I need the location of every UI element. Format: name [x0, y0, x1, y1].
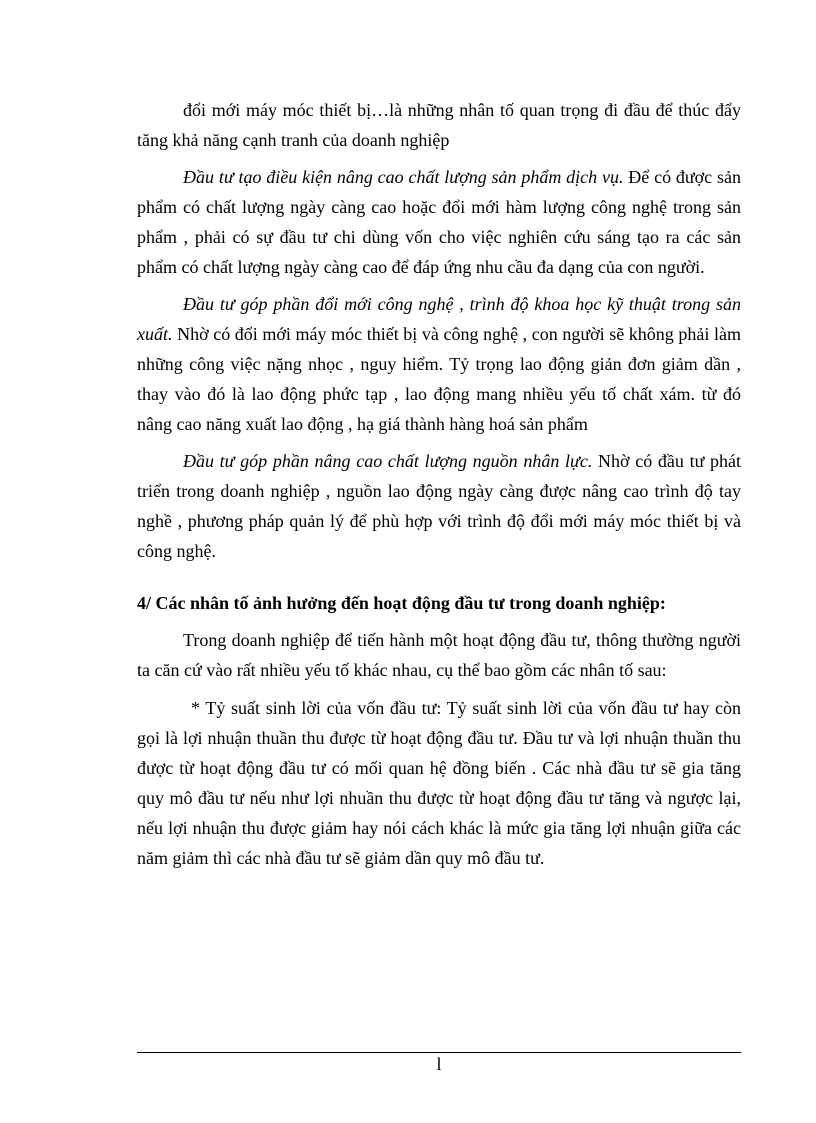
section-heading: 4/ Các nhân tố ảnh hưởng đến hoạt động đầu tư trong doanh nghiệp: — [137, 593, 666, 613]
paragraph-2 — [137, 162, 741, 282]
page-number: l — [436, 1054, 442, 1074]
bullet-paragraph: * Tỷ suất sinh lời của vốn đầu tư: Tỷ suất sinh lời của vốn đầu tư hay còn gọi là lợi nhuận thuần thu được từ hoạt động đầu tư. Đầu tư và lợi nhuận thuần thu được từ hoạt động đầu tư có mối quan hệ đồng biến . Các nhà đầu tư sẽ gia tăng quy mô đầu tư nếu như lợi nhuần thu được từ hoạt động đầu tư tăng và ngược lại, nếu lợi nhuận thu được giảm hay nói cách khác là mức gia tăng lợi nhuận giữa các năm giảm thì các nhà đầu tư sẽ giảm dần quy mô đầu tư. — [137, 698, 741, 868]
intro-paragraph: Trong doanh nghiệp để tiến hành một hoạt động đầu tư, thông thường người ta căn cứ vào rất nhiều yếu tố khác nhau, cụ thể bao gồm các nhân tố sau: — [137, 630, 741, 680]
paragraph-3-italic: Đầu tư góp phần đổi mới công nghệ , trình độ khoa học kỹ thuật trong sản xuất. — [137, 294, 741, 344]
paragraph-4-italic: Đầu tư góp phần nâng cao chất lượng nguồn nhân lực. — [183, 451, 593, 471]
paragraph-2-italic: Đầu tư tạo điều kiện nâng cao chất lượng sản phẩm dịch vụ. — [183, 167, 624, 187]
footer-rule — [137, 1052, 741, 1053]
document-body — [137, 95, 741, 873]
paragraph-1-text: đổi mới máy móc thiết bị…là những nhân tố quan trọng đi đầu để thúc đẩy tăng khả năng cạnh tranh của doanh nghiệp — [137, 100, 741, 150]
paragraph-3-text: Nhờ có đổi mới máy móc thiết bị và công nghệ , con người sẽ không phải làm những công việc nặng nhọc , nguy hiểm. Tỷ trọng lao động giản đơn giảm dần , thay vào đó là lao động phức tạp , lao động mang nhiều yếu tố chất xám. từ đó nâng cao năng xuất lao động , hạ giá thành hàng hoá sản phẩm — [137, 324, 741, 434]
paragraph-2-text: Để có được sản phẩm có chất lượng ngày càng cao hoặc đổi mới hàm lượng công nghệ trong sản phẩm , phải có sự đầu tư chi dùng vốn cho việc nghiên cứu sáng tạo ra các sản phẩm có chất lượng ngày càng cao để đáp ứng nhu cầu đa dạng của con người. — [137, 167, 741, 277]
paragraph-4 — [137, 446, 741, 566]
paragraph-4-text: Nhờ có đầu tư phát triển trong doanh nghiệp , nguồn lao động ngày càng được nâng cao trình độ tay nghề , phương pháp quản lý để phù hợp với trình độ đổi mới máy móc thiết bị và công nghệ. — [137, 451, 741, 561]
paragraph-3 — [137, 289, 741, 439]
paragraph-1 — [137, 95, 741, 155]
